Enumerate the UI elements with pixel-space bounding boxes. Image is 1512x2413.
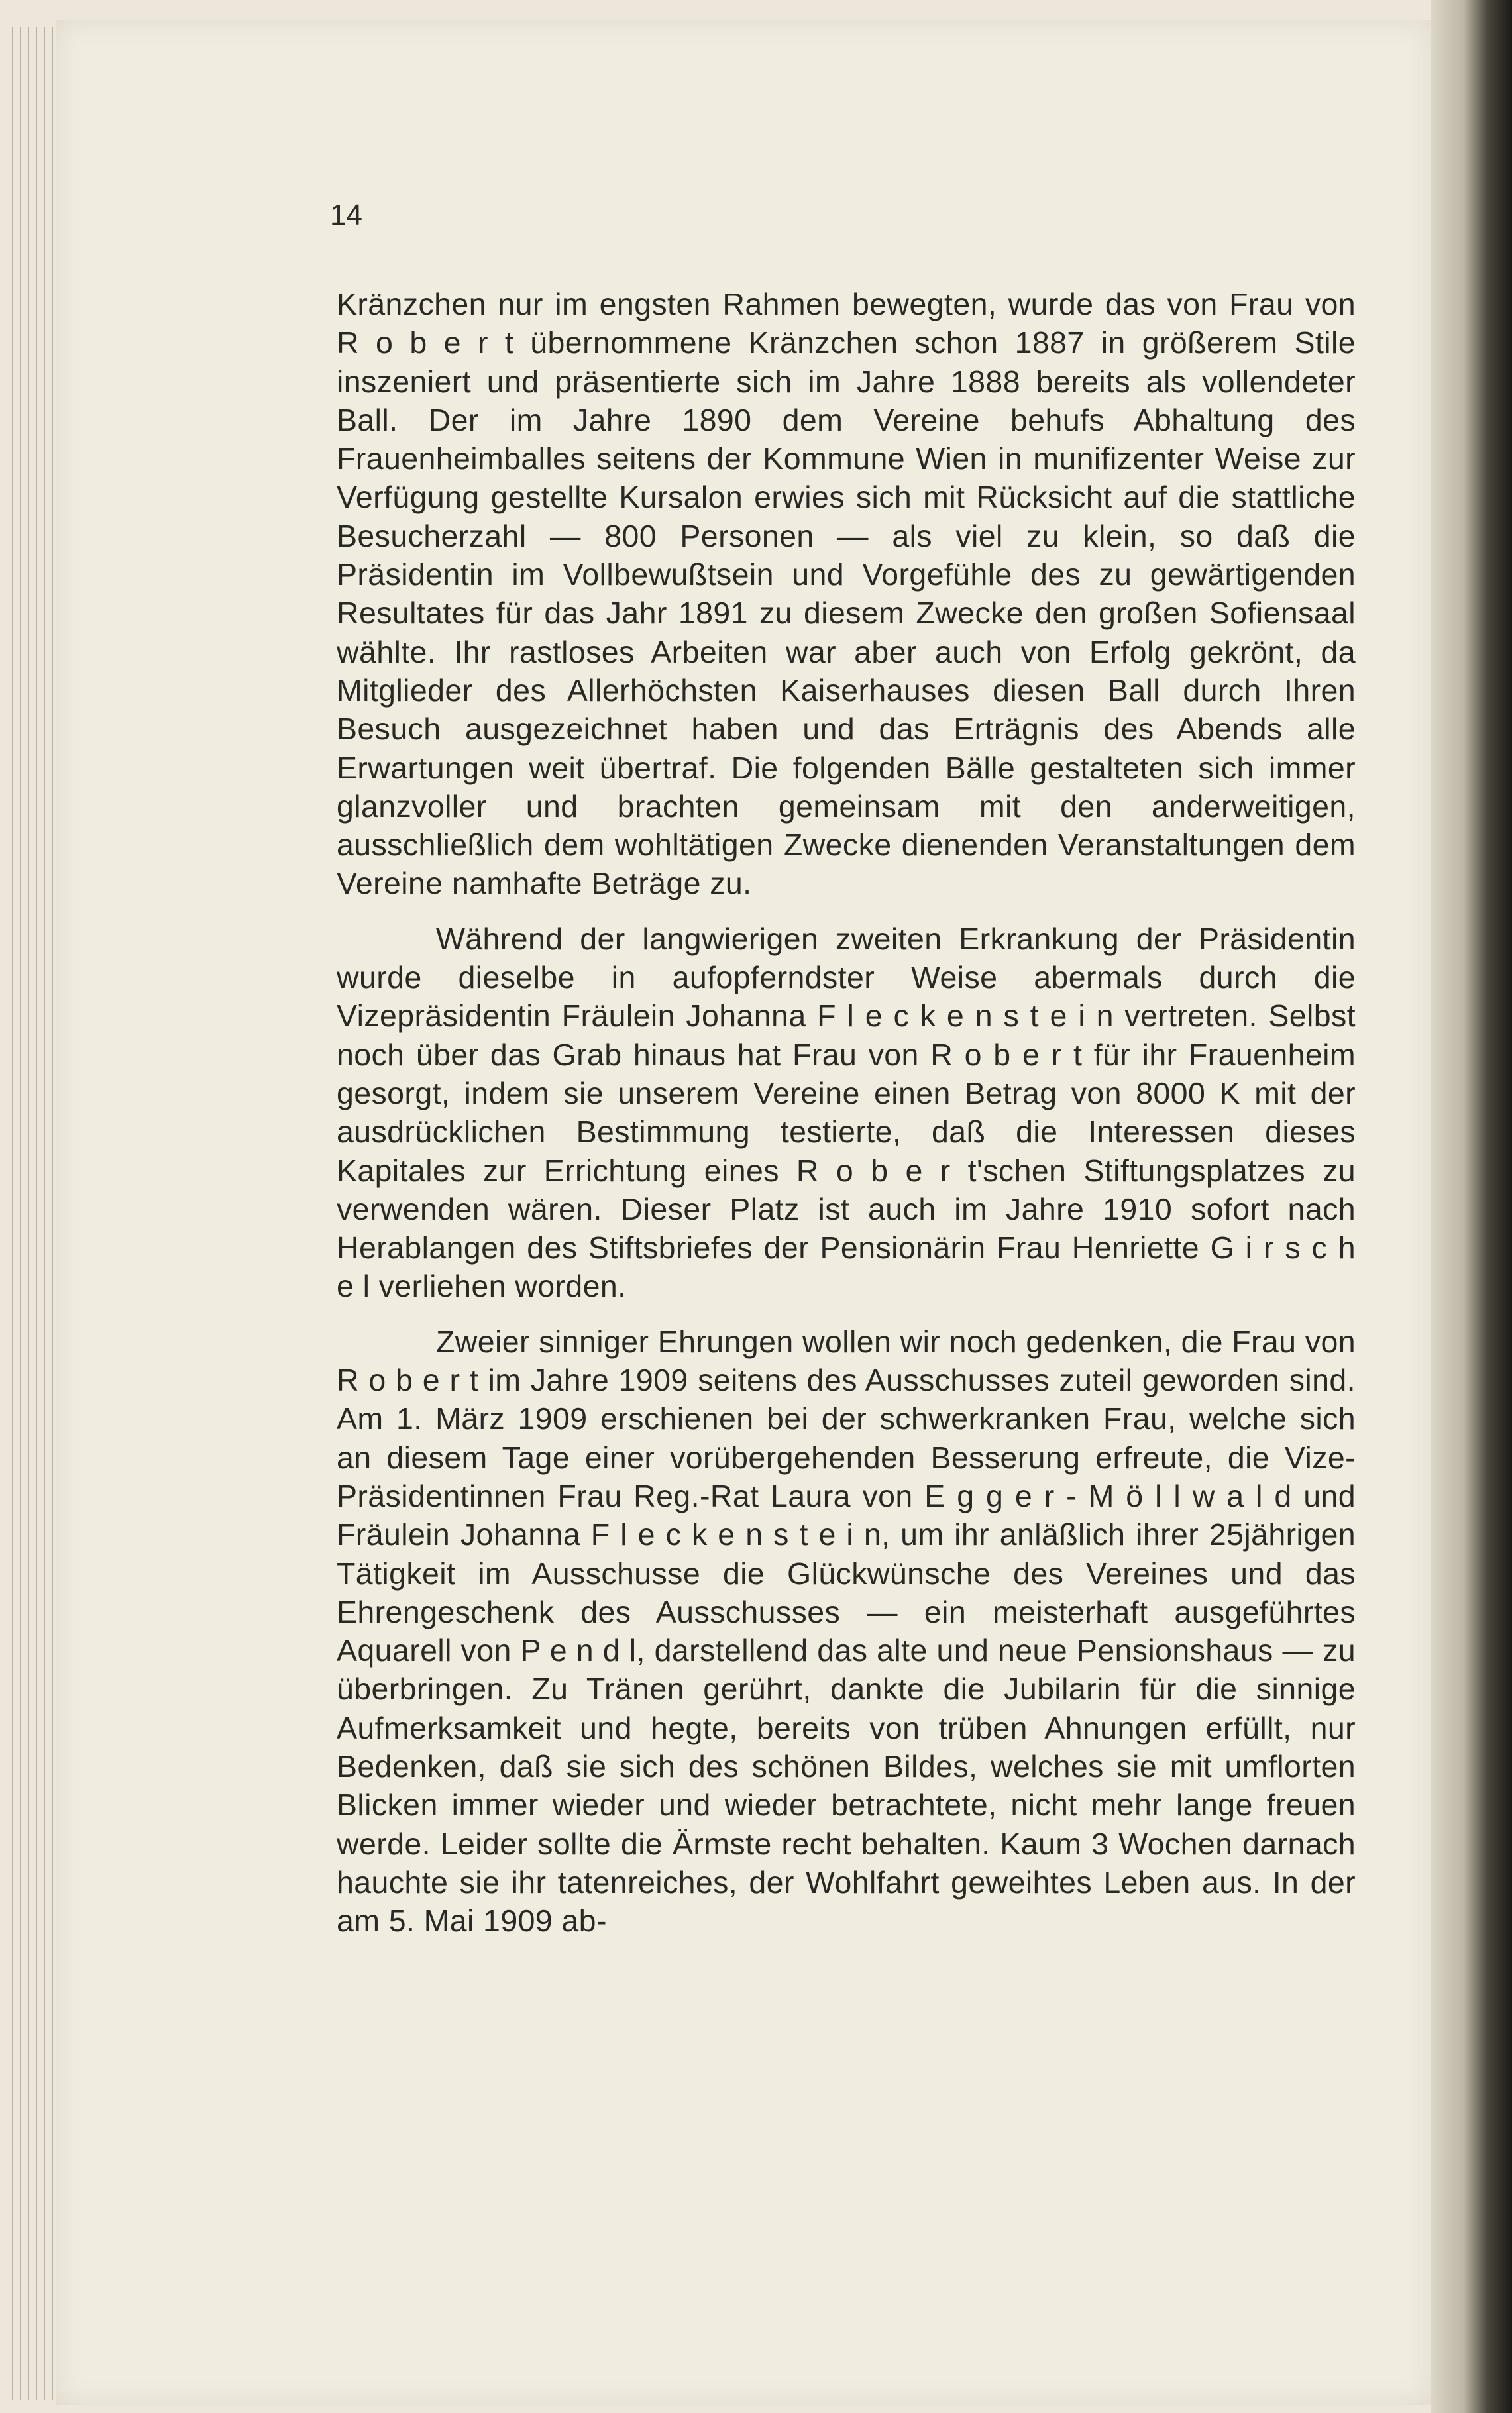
book-binding-shadow — [1431, 0, 1512, 2413]
page-edge — [28, 27, 29, 2400]
page-edge — [52, 27, 53, 2400]
page-edge — [20, 27, 21, 2400]
page-edge — [36, 27, 37, 2400]
paragraph-3: Zweier sinniger Ehrungen wollen wir noch gedenken, die Frau von R o b e r t im Jahre 1909 seitens des Ausschusses zuteil geworden sind. Am 1. März 1909 erschienen bei der schwerkranken Frau, welche sich an diesem Tage einer vorübergehenden Besserung erfreute, die Vize-Präsidentinnen Frau Reg.-Rat Laura von E g g e r - M ö l l w a l d und Fräulein Johanna F l e c k e n s t e i n, um ihr anläßlich ihrer 25jährigen Tätigkeit im Ausschusse die Glückwünsche des Vereines und das Ehrengeschenk des Ausschusses — ein meisterhaft ausgeführtes Aquarell von P e n d l, darstellend das alte und neue Pensionshaus — zu überbringen. Zu Tränen gerührt, dankte die Jubilarin für die sinnige Aufmerksamkeit und hegte, bereits von trüben Ahnungen erfüllt, nur Bedenken, daß sie sich des schönen Bildes, welches sie mit umflorten Blicken immer wieder und wieder betrachtete, nicht mehr lange freuen werde. Leider sollte die Ärmste recht behalten. Kaum 3 Wochen darnach hauchte sie ihr tatenreiches, der Wohlfahrt geweihtes Leben aus. In der am 5. Mai 1909 ab- — [337, 1324, 1356, 1939]
page-number: 14 — [330, 199, 362, 231]
body-text — [337, 285, 1356, 1940]
paragraph-1: Kränzchen nur im engsten Rahmen bewegten, wurde das von Frau von R o b e r t übernommene Kränzchen schon 1887 in größerem Stile inszeniert und präsentierte sich im Jahre 1888 bereits als vollendeter Ball. Der im Jahre 1890 dem Vereine behufs Abhaltung des Frauenheimballes seitens der Kommune Wien in munifizenter Weise zur Verfügung gestellte Kursalon erwies sich mit Rücksicht auf die stattliche Besucherzahl — 800 Personen — als viel zu klein, so daß die Präsidentin im Vollbewußtsein und Vorgefühle des zu gewärtigenden Resultates für das Jahr 1891 zu diesem Zwecke den großen Sofiensaal wählte. Ihr rastloses Arbeiten war aber auch von Erfolg gekrönt, da Mitglieder des Allerhöchsten Kaiserhauses diesen Ball durch Ihren Besuch ausgezeichnet haben und das Erträgnis des Abends alle Erwartungen weit übertraf. Die folgenden Bälle gestalteten sich immer glanzvoller und brachten gemeinsam mit den anderweitigen, ausschließlich dem wohltätigen Zwecke dienenden Veranstaltungen dem Vereine namhafte Beträge zu. — [337, 287, 1356, 901]
page-edge — [12, 27, 13, 2400]
paragraph-2: Während der langwierigen zweiten Erkrankung der Präsidentin wurde dieselbe in aufopferndster Weise abermals durch die Vizepräsidentin Fräulein Johanna F l e c k e n s t e i n vertreten. Selbst noch über das Grab hinaus hat Frau von R o b e r t für ihr Frauenheim gesorgt, indem sie unserem Vereine einen Betrag von 8000 K mit der ausdrücklichen Bestimmung testierte, daß die Interessen dieses Kapitales zur Errichtung eines R o b e r t'schen Stiftungsplatzes zu verwenden wären. Dieser Platz ist auch im Jahre 1910 sofort nach Herablangen des Stiftsbriefes der Pensionärin Frau Henriette G i r s c h e l verliehen worden. — [337, 921, 1356, 1304]
page-edge — [44, 27, 45, 2400]
